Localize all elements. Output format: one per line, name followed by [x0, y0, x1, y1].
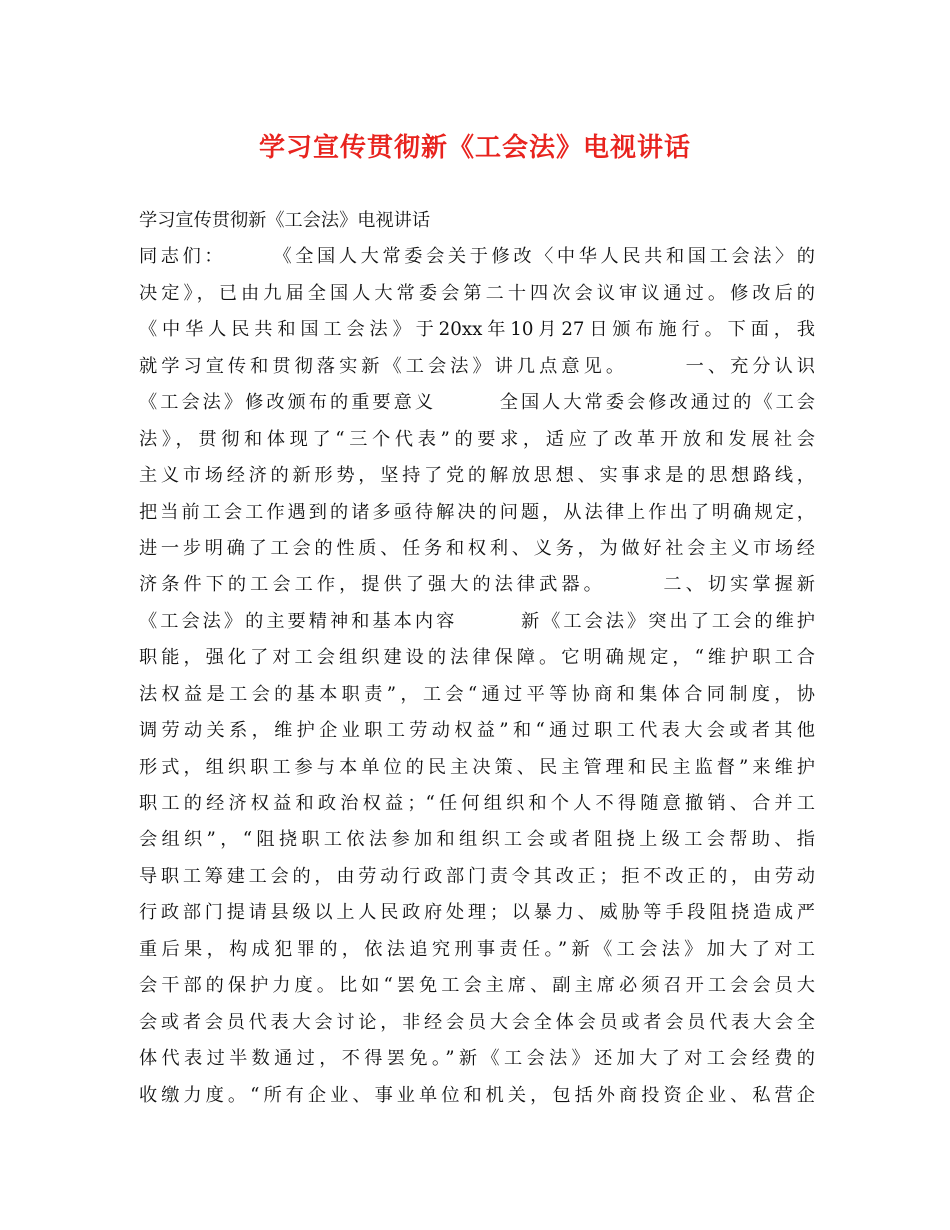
body-line: 重后果，构成犯罪的，依法追究刑事责任。”新《工会法》加大了对工: [139, 938, 815, 960]
body-line: 进一步明确了工会的性质、任务和权利、义务，为做好社会主义市场经: [139, 537, 815, 559]
body-line: 学习宣传贯彻新《工会法》电视讲话: [139, 210, 431, 231]
body-line: 调劳动关系，维护企业职工劳动权益”和“通过职工代表大会或者其他: [139, 720, 815, 742]
body-line: 《中华人民共和国工会法》于20xx年10月27日颁布施行。下面，我: [139, 319, 815, 341]
body-line: 就学习宣传和贯彻落实新《工会法》讲几点意见。 一、充分认识: [139, 355, 815, 377]
body-line: 导职工筹建工会的，由劳动行政部门责令其改正；拒不改正的，由劳动: [139, 865, 815, 887]
body-line: 体代表过半数通过，不得罢免。”新《工会法》还加大了对工会经费的: [139, 1048, 815, 1070]
body-line: 收缴力度。“所有企业、事业单位和机关，包括外商投资企业、私营企: [139, 1084, 815, 1106]
body-line: 决定》，已由九届全国人大常委会第二十四次会议审议通过。修改后的: [139, 282, 815, 304]
body-line: 法权益是工会的基本职责”，工会“通过平等协商和集体合同制度，协: [139, 683, 815, 705]
body-line: 会组织”，“阻挠职工依法参加和组织工会或者阻挠上级工会帮助、指: [139, 829, 815, 851]
document-body: [139, 203, 815, 1114]
body-line: 法》，贯彻和体现了“三个代表”的要求，适应了改革开放和发展社会: [139, 428, 815, 450]
body-line: 会干部的保护力度。比如“罢免工会主席、副主席必须召开工会会员大: [139, 975, 815, 997]
body-line: 主义市场经济的新形势，坚持了党的解放思想、实事求是的思想路线，: [139, 465, 815, 487]
document-title: 学习宣传贯彻新《工会法》电视讲话: [258, 133, 691, 163]
body-line: 同志们： 《全国人大常委会关于修改〈中华人民共和国工会法〉的: [139, 246, 815, 268]
body-line: 行政部门提请县级以上人民政府处理；以暴力、威胁等手段阻挠造成严: [139, 902, 815, 924]
body-line: 《工会法》的主要精神和基本内容 新《工会法》突出了工会的维护: [139, 610, 815, 632]
body-line: 把当前工会工作遇到的诸多亟待解决的问题，从法律上作出了明确规定，: [139, 501, 815, 523]
body-line: 济条件下的工会工作，提供了强大的法律武器。 二、切实掌握新: [139, 574, 815, 596]
body-line: 职工的经济权益和政治权益；“任何组织和个人不得随意撤销、合并工: [139, 793, 815, 814]
body-line: 职能，强化了对工会组织建设的法律保障。它明确规定，“维护职工合: [139, 647, 815, 669]
body-line: 形式，组织职工参与本单位的民主决策、民主管理和民主监督”来维护: [139, 756, 815, 778]
body-line: 《工会法》修改颁布的重要意义 全国人大常委会修改通过的《工会: [139, 392, 815, 414]
body-line: 会或者会员代表大会讨论，非经会员大会全体会员或者会员代表大会全: [139, 1011, 815, 1033]
